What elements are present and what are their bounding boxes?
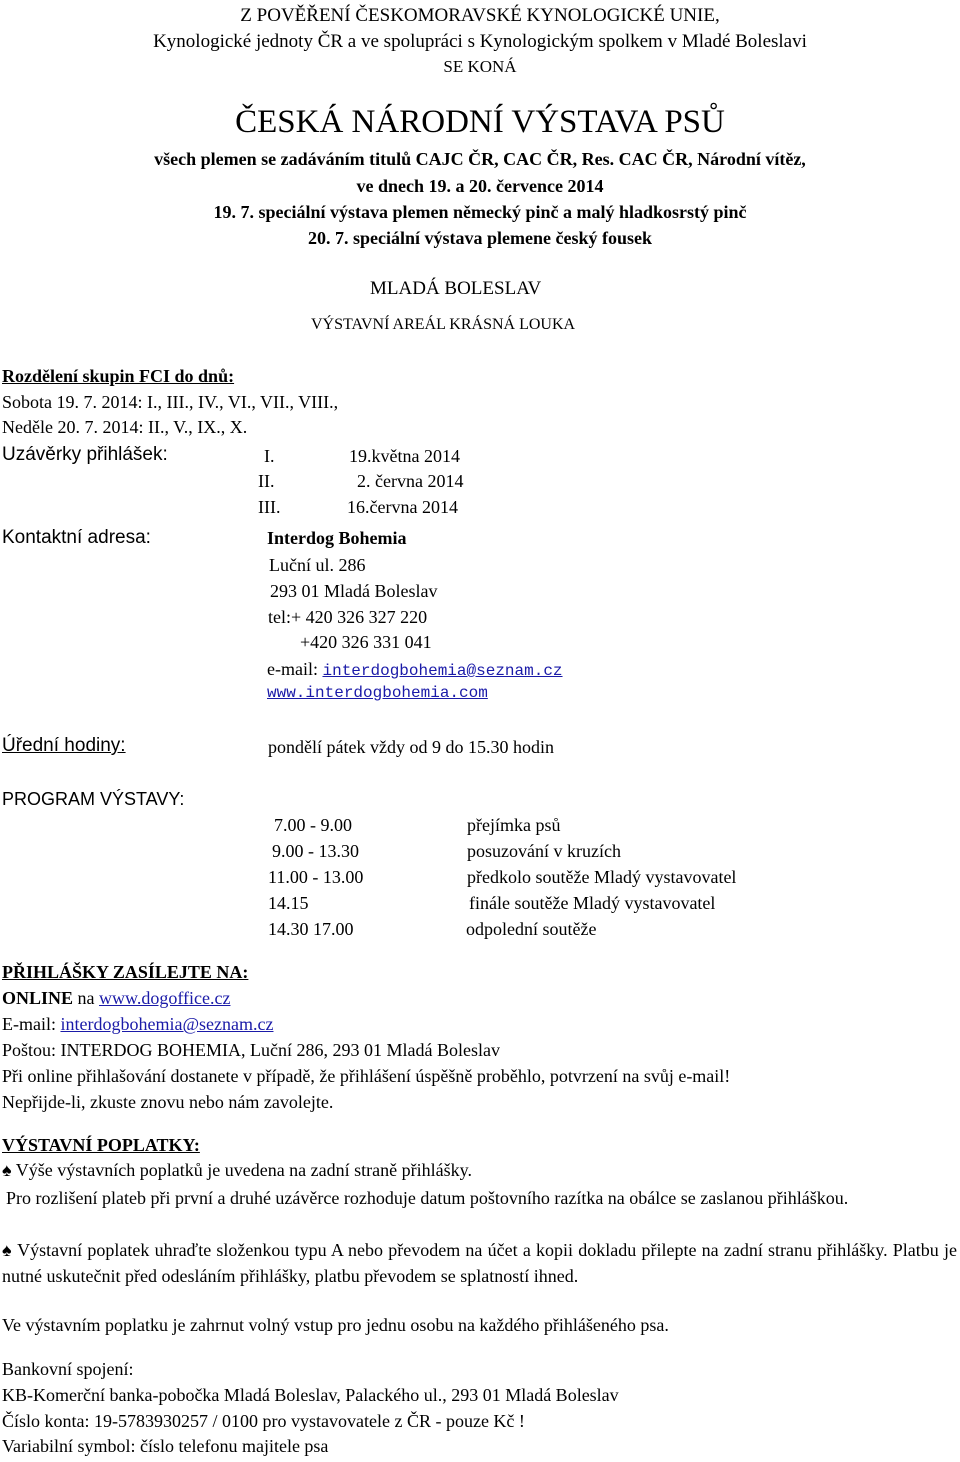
- contact-phone-1: tel:+ 420 326 327 220: [268, 607, 428, 627]
- deadline-number: III.: [258, 497, 281, 517]
- header-se-kona: SE KONÁ: [443, 57, 517, 76]
- program-label: PROGRAM VÝSTAVY:: [2, 789, 185, 809]
- contact-email-row: [267, 659, 563, 680]
- applications-retry-note: Nepřijde-li, zkuste znovu nebo nám zavolejte.: [2, 1092, 334, 1112]
- online-na: na: [73, 988, 100, 1008]
- title-subline-3: 19. 7. speciální výstava plemen německý pinč a malý hladkosrstý pinč: [213, 202, 747, 222]
- bank-account: Číslo konta: 19-5783930257 / 0100 pro vystavovatele z ČR - pouze Kč !: [2, 1411, 525, 1431]
- applications-confirm-note: Při online přihlašování dostanete v případě, že přihlášení úspěšně proběhlo, potvrzení na svůj e-mail!: [2, 1066, 731, 1086]
- contact-phone-2: +420 326 331 041: [300, 632, 432, 652]
- deadline-number: II.: [258, 471, 275, 491]
- page-title: ČESKÁ NÁRODNÍ VÝSTAVA PSŮ: [235, 104, 725, 140]
- bank-variable-symbol: Variabilní symbol: číslo telefonu majitele psa: [2, 1436, 329, 1456]
- dogoffice-link[interactable]: www.dogoffice.cz: [99, 988, 231, 1008]
- deadlines-label: Uzávěrky přihlášek:: [2, 444, 168, 465]
- contact-email-label: e-mail:: [267, 659, 318, 679]
- groups-saturday: Sobota 19. 7. 2014: I., III., IV., VI., VII., VIII.,: [2, 392, 339, 412]
- header-org-line: Kynologické jednoty ČR a ve spolupráci s Kynologickým spolkem v Mladé Boleslavi: [153, 31, 807, 52]
- fees-bullet-1: [2, 1160, 472, 1181]
- fees-bullet-1-text: Výše výstavních poplatků je uvedena na zadní straně přihlášky.: [15, 1160, 472, 1180]
- contact-label: Kontaktní adresa:: [2, 527, 151, 548]
- program-time: 14.15: [268, 893, 309, 913]
- fees-paragraph-2: Ve výstavním poplatku je zahrnut volný vstup pro jednu osobu na každého přihlášeného psa.: [2, 1315, 669, 1335]
- hours-label: Úřední hodiny:: [2, 735, 126, 756]
- fees-bullet-2-text: Výstavní poplatek uhraďte složenkou typu A nebo převodem na účet a kopii dokladu přilepte na zadní stranu přihlášky. Platbu je nutné uskutečnit před odesláním přihlášky, platbu převodem se splatností ihned.: [2, 1240, 957, 1286]
- applications-email-label: E-mail:: [2, 1014, 61, 1034]
- city-name: MLADÁ BOLESLAV: [370, 278, 542, 299]
- fees-heading: VÝSTAVNÍ POPLATKY:: [2, 1135, 200, 1155]
- program-activity: finále soutěže Mladý vystavovatel: [469, 893, 716, 913]
- deadline-number: I.: [264, 446, 275, 466]
- applications-email-row: [2, 1014, 273, 1035]
- online-label: ONLINE: [2, 988, 74, 1008]
- deadline-date: 2. června 2014: [357, 471, 464, 491]
- contact-email-link[interactable]: interdogbohemia@seznam.cz: [322, 662, 563, 680]
- title-subline-2: ve dnech 19. a 20. července 2014: [356, 176, 604, 196]
- program-time: 14.30 17.00: [268, 919, 354, 939]
- contact-street: Luční ul. 286: [269, 555, 366, 575]
- program-activity: posuzování v kruzích: [467, 841, 621, 861]
- deadline-date: 19.května 2014: [349, 446, 460, 466]
- program-time: 9.00 - 13.30: [272, 841, 359, 861]
- groups-sunday: Neděle 20. 7. 2014: II., V., IX., X.: [2, 417, 248, 437]
- bank-name: KB-Komerční banka-pobočka Mladá Boleslav, Palackého ul., 293 01 Mladá Boleslav: [2, 1385, 619, 1405]
- spade-icon: ♠: [2, 1160, 12, 1180]
- program-activity: přejímka psů: [467, 815, 561, 835]
- title-subline-1: všech plemen se zadáváním titulů CAJC ČR, CAC ČR, Res. CAC ČR, Národní vítěz,: [154, 149, 806, 169]
- deadline-date: 16.června 2014: [347, 497, 458, 517]
- groups-heading: Rozdělení skupin FCI do dnů:: [2, 366, 235, 386]
- applications-post: Poštou: INTERDOG BOHEMIA, Luční 286, 293 01 Mladá Boleslav: [2, 1040, 500, 1060]
- program-activity: odpolední soutěže: [466, 919, 597, 939]
- venue-name: VÝSTAVNÍ AREÁL KRÁSNÁ LOUKA: [311, 316, 576, 333]
- spade-icon: ♠: [2, 1240, 13, 1260]
- contact-name: Interdog Bohemia: [267, 528, 407, 548]
- title-subline-4: 20. 7. speciální výstava plemene český fousek: [308, 228, 652, 248]
- applications-online-row: [2, 988, 230, 1009]
- header-union-line: Z POVĚŘENÍ ČESKOMORAVSKÉ KYNOLOGICKÉ UNIE,: [240, 5, 720, 26]
- program-activity: předkolo soutěže Mladý vystavovatel: [467, 867, 737, 887]
- applications-heading: PŘIHLÁŠKY ZASÍLEJTE NA:: [2, 962, 249, 982]
- program-time: 7.00 - 9.00: [274, 815, 352, 835]
- contact-city: 293 01 Mladá Boleslav: [270, 581, 438, 601]
- contact-web-link[interactable]: www.interdogbohemia.com: [267, 684, 488, 702]
- fees-bullet-2: [2, 1237, 957, 1289]
- hours-value: pondělí pátek vždy od 9 do 15.30 hodin: [268, 737, 554, 757]
- fees-paragraph-1: Pro rozlišení plateb při první a druhé uzávěrce rozhoduje datum poštovního razítka na obálce se zaslanou přihláškou.: [6, 1188, 849, 1208]
- program-time: 11.00 - 13.00: [268, 867, 364, 887]
- bank-heading: Bankovní spojení:: [2, 1359, 134, 1379]
- applications-email-link[interactable]: interdogbohemia@seznam.cz: [60, 1014, 274, 1034]
